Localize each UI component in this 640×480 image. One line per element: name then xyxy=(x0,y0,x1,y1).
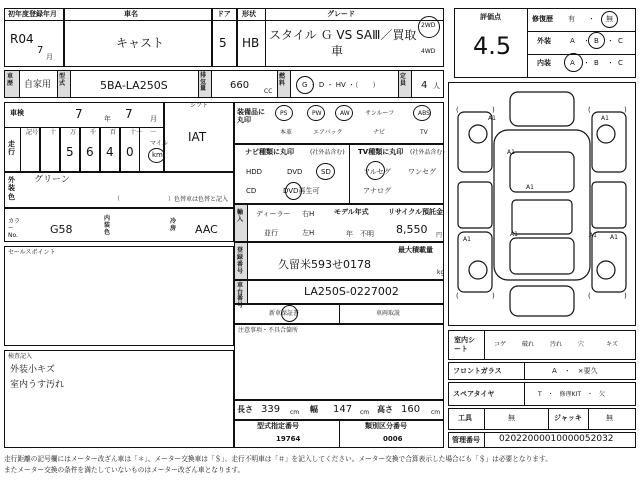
circle-mark xyxy=(588,32,605,49)
exterior-label: 外装 xyxy=(537,37,551,45)
spare-divider xyxy=(524,382,525,406)
footer-line-2: またメーター交換の条件を満たしていないものはメーター改ざん車となります。 xyxy=(4,466,245,474)
equipment-item: エアバック xyxy=(313,129,343,136)
import-dealer: ディーラー xyxy=(256,210,291,218)
mileage-header: 十 xyxy=(130,129,137,136)
warranty-divider xyxy=(339,304,340,324)
type-no-value: 19764 xyxy=(276,435,301,443)
svg-text:(: ( xyxy=(456,292,459,300)
circle-mark xyxy=(366,161,385,180)
circle-mark xyxy=(413,105,431,121)
svg-text:(: ( xyxy=(588,292,591,300)
shift-value: IAT xyxy=(188,130,207,144)
jack-value: 無 xyxy=(606,414,613,422)
recycle-label: リサイクル預託金 xyxy=(388,208,444,216)
ext-opt-dot2: ・ xyxy=(607,37,614,45)
int-opt-dot1: ・ xyxy=(583,59,590,67)
type-label: 型式 xyxy=(59,73,66,87)
repair-label: 修復歴 xyxy=(532,15,553,23)
reg-year: R04 xyxy=(10,32,34,46)
car-name: キャスト xyxy=(116,36,165,50)
damage-mark: A1 xyxy=(589,232,597,239)
mgmt-divider xyxy=(484,432,485,448)
height-label: 高さ xyxy=(377,405,393,414)
length-value: 339 xyxy=(261,404,281,415)
circle-mark xyxy=(275,105,293,121)
inspector-line-2: 室内うす汚れ xyxy=(10,380,65,390)
km-label: km xyxy=(152,151,163,159)
circle-mark xyxy=(296,76,314,94)
width-unit: cm xyxy=(360,409,370,416)
equipment-item: AW xyxy=(340,110,350,117)
int-opt-dot2: ・ xyxy=(607,59,614,67)
equipment-item: PS xyxy=(280,110,288,117)
tools-divider-3 xyxy=(588,408,589,430)
equipment-item: TV xyxy=(420,129,428,136)
insp-year-unit: 年 xyxy=(104,115,111,123)
fuel: G ・ D ・ HV ・（ ） xyxy=(302,81,380,89)
length-unit: cm xyxy=(290,409,300,416)
seat-item: キズ xyxy=(606,341,618,348)
capacity-unit: 人 xyxy=(433,82,440,90)
circle-mark xyxy=(285,182,302,200)
navi-dvd: DVD xyxy=(287,168,303,176)
fuel-label: 燃料 xyxy=(279,73,286,87)
import-label: 輸入 xyxy=(237,209,244,224)
mileage-header: 千 xyxy=(90,129,97,136)
score-divider-1 xyxy=(528,31,636,32)
score-divider-2 xyxy=(528,54,636,55)
damage-mark: A1 xyxy=(610,234,618,241)
color-no-value: G58 xyxy=(50,223,73,236)
mileage-digit: 0 xyxy=(126,145,134,159)
repair-opt-1: 有 xyxy=(568,15,575,23)
grade-label: グレード xyxy=(327,10,355,18)
equipment-label: 装備品に丸印 xyxy=(237,108,265,125)
color-label: 外装色 xyxy=(8,176,15,201)
drive-2wd: 2WD xyxy=(421,22,436,29)
tools-divider-2 xyxy=(548,408,549,430)
equipment-item: ナビ xyxy=(373,129,386,136)
tv-oneseg: ワンセグ xyxy=(408,168,436,176)
inspector-label: 検査記入 xyxy=(8,353,33,360)
circle-mark xyxy=(564,53,583,72)
svg-text:(: ( xyxy=(588,106,591,114)
navi-cd: CD xyxy=(246,187,257,195)
inspector-line-1: 外装小キズ xyxy=(10,365,55,375)
manual: 車両取説 xyxy=(376,310,401,317)
svg-text:): ) xyxy=(624,106,627,114)
spare-label: スペアタイヤ xyxy=(453,390,495,398)
navi-label: ナビ種類に丸印 xyxy=(245,148,294,156)
ext-opt-b: B xyxy=(594,37,599,45)
mgmt-label: 管理番号 xyxy=(452,436,480,444)
equipment-item: サンルーフ xyxy=(365,110,395,117)
plate-value: 久留米593せ0178 xyxy=(278,258,371,271)
chassis-value: LA250S-0227002 xyxy=(304,285,399,298)
header-divider xyxy=(4,20,444,21)
jack-label: ジャッキ xyxy=(554,414,582,422)
interior-label: 内装 xyxy=(537,59,551,67)
type-numbers-divider xyxy=(339,420,340,448)
seat-item: 破れ xyxy=(522,341,535,348)
seat-label: 室内シート xyxy=(454,336,475,353)
reg-month: 7 xyxy=(37,45,44,56)
reg-year-label: 初年度登録年月 xyxy=(8,10,57,18)
disp-label: 排気量 xyxy=(200,72,207,93)
color-no-label: カラーNo. xyxy=(8,218,21,240)
seat-divider xyxy=(484,330,485,360)
mileage-header: 一 xyxy=(150,129,157,136)
glass-options: A ・ ×要久 xyxy=(552,367,598,375)
ac-value: AAC xyxy=(195,223,218,236)
circle-mark xyxy=(148,148,165,163)
navi-sd: SD xyxy=(321,168,331,176)
mileage-header: 記号 xyxy=(26,129,39,136)
tools-divider-1 xyxy=(484,408,485,430)
int-opt-a: A xyxy=(570,59,575,67)
doors-label: ドア xyxy=(217,10,231,18)
reg-month-unit: 月 xyxy=(46,53,53,61)
circle-mark xyxy=(307,105,325,121)
ext-opt-a: A xyxy=(570,37,575,45)
tv-label: TV種類に丸印 xyxy=(358,148,404,156)
shape-label: 形状 xyxy=(242,10,256,18)
tools-value: 無 xyxy=(508,414,515,422)
seat-item: コゲ xyxy=(494,341,507,348)
import-parallel: 並行 xyxy=(264,229,278,237)
repair-opt-3: 無 xyxy=(606,15,613,23)
capacity: 4 xyxy=(421,80,428,91)
height-unit: cm xyxy=(431,409,441,416)
mileage-header: 百 xyxy=(110,129,117,136)
grade-line2: 車 xyxy=(331,44,344,58)
class-no-label: 類別区分番号 xyxy=(365,422,407,430)
usage: 自家用 xyxy=(24,80,52,90)
damage-mark: A1 xyxy=(601,115,609,122)
svg-text:): ) xyxy=(492,106,495,114)
color-note: （ ）色替車は色替と記入 xyxy=(114,196,229,203)
ext-opt-c: C xyxy=(618,37,623,45)
disp-unit: CC xyxy=(264,88,273,95)
class-no-value: 0006 xyxy=(383,435,403,443)
equipment-item: 本革 xyxy=(280,129,293,136)
height-value: 160 xyxy=(401,404,421,415)
score-label: 評価点 xyxy=(480,13,501,21)
circle-mark xyxy=(601,11,618,28)
steer-left: 左H xyxy=(302,229,315,237)
sales-box xyxy=(4,246,234,346)
mileage-digit: 6 xyxy=(86,145,94,159)
svg-text:(: ( xyxy=(456,106,459,114)
seat-item: 汚れ xyxy=(550,341,563,348)
new-warranty: 新車保証書 xyxy=(269,310,300,317)
circle-mark xyxy=(316,163,335,180)
drive-4wd: 4WD xyxy=(421,48,436,55)
damage-mark: A1 xyxy=(488,115,496,122)
mileage-header: 万 xyxy=(70,129,77,136)
insp-month-unit: 月 xyxy=(150,115,157,123)
footer-line-1: 走行距離の記号欄にはメーター改ざん車は「＊」、メーター交換車は「＄」、走行不明車は「＃」を記入してください。メーター交換で合算表示した場合にも「＄」は必要となります。 xyxy=(4,455,552,463)
mgmt-value: 02022000010000052032 xyxy=(499,434,614,444)
plate-label: 登録番号 xyxy=(237,247,244,275)
notes-label: 注意事項・不具合箇所 xyxy=(238,327,299,334)
length-label: 長さ xyxy=(237,405,253,414)
spare-options: T ・ 修理KIT ・ 欠 xyxy=(538,391,606,398)
width-label: 幅 xyxy=(310,405,318,414)
glass-label: フロントガラス xyxy=(453,367,502,375)
tv-analog: アナログ xyxy=(363,187,391,195)
int-opt-b: B xyxy=(594,59,599,67)
equipment-item: PW xyxy=(312,110,322,117)
inspection-label: 車検 xyxy=(10,109,24,117)
width-value: 147 xyxy=(333,404,353,415)
tools-label: 工具 xyxy=(458,414,472,422)
mileage-header: 一 xyxy=(136,129,143,136)
svg-text:): ) xyxy=(624,292,627,300)
ext-opt-dot1: ・ xyxy=(583,37,590,45)
model-year-label: モデル年式 xyxy=(334,208,369,216)
damage-mark: A1 xyxy=(463,236,471,243)
doors: 5 xyxy=(219,36,227,50)
shape: HB xyxy=(242,36,260,50)
car-name-label: 車名 xyxy=(124,10,138,18)
type-no-label: 型式指定番号 xyxy=(257,422,299,430)
navi-hdd: HDD xyxy=(246,168,263,176)
notes-box xyxy=(234,324,444,400)
damage-mark: A1 xyxy=(510,231,518,238)
navi-note: (社外品含む) xyxy=(310,149,345,156)
circle-mark xyxy=(335,105,353,121)
chassis-label: 車台番号 xyxy=(237,282,244,309)
shift-label: シフト xyxy=(190,102,209,109)
circle-mark xyxy=(281,305,298,322)
int-opt-c: C xyxy=(618,59,623,67)
max-load-label: 最大積載量 xyxy=(398,246,433,254)
recycle-unit: 円 xyxy=(436,232,443,239)
equipment-item: ABS xyxy=(418,110,430,117)
glass-divider xyxy=(524,362,525,380)
svg-text:): ) xyxy=(492,292,495,300)
mileage-header: 十 xyxy=(50,129,57,136)
displacement: 660 xyxy=(230,80,250,91)
mileage-cell xyxy=(20,127,40,172)
score-value: 4.5 xyxy=(473,32,512,60)
steer-right: 右H xyxy=(302,210,315,218)
color-value: グリーン xyxy=(34,175,70,185)
insp-month: 7 xyxy=(125,107,133,121)
seat-item: 穴 xyxy=(578,341,585,348)
repair-opt-2: ・ xyxy=(588,15,595,23)
mile-label: マイル xyxy=(150,140,168,147)
sales-label: セールスポイント xyxy=(8,249,56,256)
mileage-digit: 4 xyxy=(106,145,114,159)
tv-fullseg: フルセグ xyxy=(363,168,391,176)
navi-dvd-play: DVD再生可 xyxy=(283,187,320,195)
recycle-value: 8,550 xyxy=(396,223,428,236)
model-year-value: 年 不明 xyxy=(346,230,374,238)
usage-label: 車歴 xyxy=(7,73,14,87)
capacity-label: 定員 xyxy=(400,73,407,87)
damage-mark: A1 xyxy=(507,149,515,156)
max-load-unit: kg xyxy=(437,269,445,276)
model-code: 5BA-LA250S xyxy=(100,79,168,92)
media-divider xyxy=(349,144,350,204)
mileage-cell xyxy=(40,127,60,172)
damage-mark: A1 xyxy=(526,184,534,191)
tv-note: (社外品含む) xyxy=(410,149,445,156)
mileage-digit: 5 xyxy=(66,145,74,159)
insp-year: 7 xyxy=(75,107,83,121)
int-color-label: 内装色 xyxy=(104,215,111,237)
grade-line1: スタイル Ｇ VS SAⅢ／買取 xyxy=(269,28,417,42)
mileage-label: 走行 xyxy=(8,140,15,157)
ac-label: 冷房 xyxy=(170,218,177,233)
